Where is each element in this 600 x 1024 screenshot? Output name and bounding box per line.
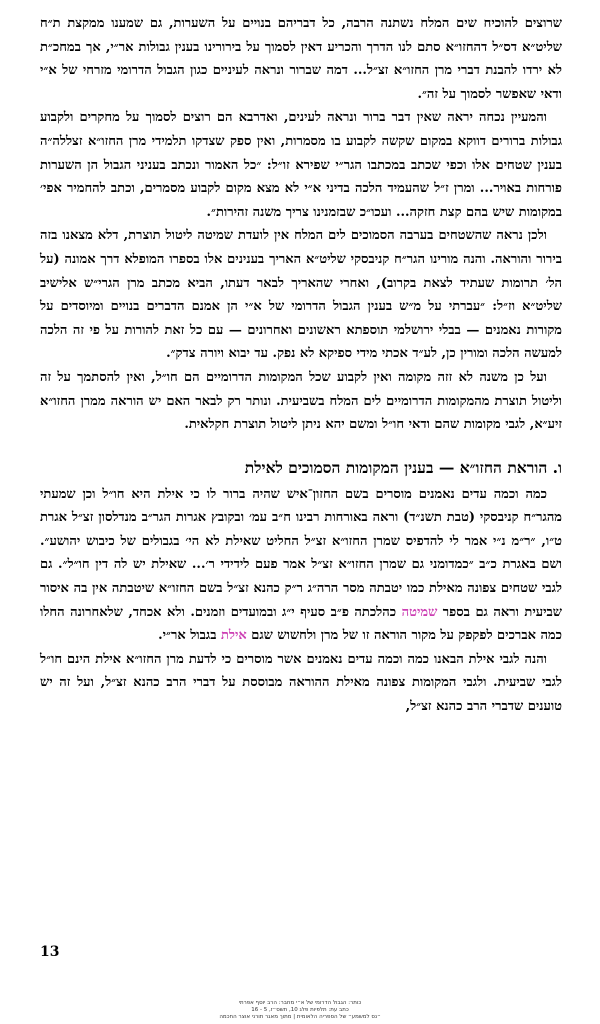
paragraph-4: ועל כן משנה לא זזה מקומה ואין לקבוע שכל המקומות הדרומיים הם חו״ל, ואין להסתמך על זה וליטול תוצרת מהמקומות הדרומיים לים המלח בשביעית. ונותר רק לבאר האם יש הוראה ממרן החזו״א זיע״א, לגבי מקומות שהם ודאי חו״ל ומשם יהא ניתן ליטול תוצרת חקלאית. xyxy=(40,369,562,433)
footer-line-1: כותר: הגבול הדרומי של א״י מחבר: הרב יוסף אפרתי xyxy=(238,1000,362,1006)
footer-citation xyxy=(150,1000,450,1021)
section-title: ו. הוראת החזו״א — בענין המקומות הסמוכים לאילת xyxy=(244,457,562,477)
section-text-part-3: בגבול אר״י. xyxy=(158,628,221,644)
highlighted-term-eilat: אילת xyxy=(220,628,247,644)
footer-line-3: ״נס למשמע״ של הספריה הלאומית | מתוך מאגר תורני אוצר החכמה xyxy=(219,1014,381,1020)
section-text-part-1: כמה וכמה עדים נאמנים מוסרים בשם החזון־איש שהיה ברור לו כי אילת היא חו״ל וכן שמעתי מהגר״ח קניבסקי (טבת תשנ״ד) וראה באורחות רבינו ח״ב עמ׳ ובקובץ אגרות הגר״ב מנדלסון זצ״ל אגרת ט״ו, ״ר״מ נ״י אמר לי להדפיס שמרן החזו״א זצ״ל החליט שאילת לא הי׳ בגבולים של כיבוש יהושע״. ושם באגרת כ״ב ״כמדומני גם שמרן החזו״א זצ״ל אמר פעם לידידי ר׳... שאילת יש לה דין חו״ל״. גם לגבי שטחים צפונה מאילת כמו יטבתה מסר הרה״ג ר״ק כהנא זצ״ל בשם החזו״א שיטבתה אין בה איסור שביעית וראה גם בספר xyxy=(40,486,562,620)
document-page xyxy=(40,12,562,719)
section-paragraph xyxy=(40,483,562,648)
highlighted-term-shmita: שמיטה xyxy=(401,604,438,620)
section-text-part-2: כהלכתה פ״ב סעיף י״ג ובמועדים וזמנים. ולא אכחד, שלאחרונה החלו כמה אברכים לפקפק על מקור הוראה זו של מרן ולחשוש שגם xyxy=(40,604,562,644)
paragraph-2: והמעיין נכחה יראה שאין דבר ברור ונראה לעינים, ואדרבא הם רוצים לסמוך על מחקרים ולקבוע גבולות ברורים דווקא במקום שקשה לקבוע בו מסמרות, ואין ספק שצדקו תלמידי מרן החזו״א זצללה״ה בענין שטחים אלו וכפי שכתב במכתבו הגר״י שפירא זו״ל: ״כל האמור ונכתב בעניני הגבול הן השערות פורחות באויר... ומרן ז״ל שהעמיד הלכה בדיני א״י לא מצא מקום לקבוע מסמרים, וכתב להחמיר אפי׳ במקומות שיש בהם קצת חזקה... ועכו״כ שבזמנינו צריך משנה זהירות״. xyxy=(40,110,562,220)
page-number: 13 xyxy=(40,944,60,960)
footer-line-2: כתב עת: תלפיות פלג 10, תשס״ז, 5 - 16 xyxy=(251,1007,349,1013)
paragraph-last: והנה לגבי אילת הבאנו כמה וכמה עדים נאמנים אשר מוסרים כי לדעת מרן החזו״א אילת הינם חו״ל לגבי שביעית. ולגבי המקומות צפונה מאילת ההוראה מבוססת על דברי הרב כהנא זצ״ל, ועל זה יש טוענים שדברי הרב כהנא זצ״ל, xyxy=(40,651,562,715)
paragraph-3: ולכן נראה שהשטחים בערבה הסמוכים לים המלח אין לועדת שמיטה ליטול תוצרת, דלא מצאנו בזה בירור והוראה. והנה מורינו הגר״ח קניבסקי שליט״א האריך בענינים אלו בספרו המופלא דרך אמונה (על הל׳ תרומות שעתיד לצאת בקרוב), ואחרי שהאריך לבאר דעתו, הביא מכתב מרן הגרי״ש אלישיב שליט״א וז״ל: ״עברתי על מ״ש בענין הגבול הדרומי של א״י הן אמנם הדברים בנויים ומיוסדים על מקורות נאמנים — בבלי ירושלמי תוספתא ראשונים ואחרונים — עם כל זאת להורות על פי זה הלכה למעשה הלכה ומורין כן, לע״ד אכתי מידי ספיקא לא נפק. עד יבוא ויורה צדק״. xyxy=(40,228,562,362)
paragraph-1: שרוצים להוכיח שים המלח נשתנה הרבה, כל דבריהם בנויים על השערות, גם שמענו ממקצת ת״ח שליט״א דס״ל דהחזו״א סתם לנו הדרך והכריע דאין לסמוך על בירורינו בענין גבולות אר״י, אך במחכ״ת לא ירדו להבנת דברי מרן החזו״א זצ״ל... דמה שברור ונראה לעיניים כגון הגבול הדרומי מזרחי של א״י ודאי שאפשר לסמוך על זה״. xyxy=(40,16,562,102)
